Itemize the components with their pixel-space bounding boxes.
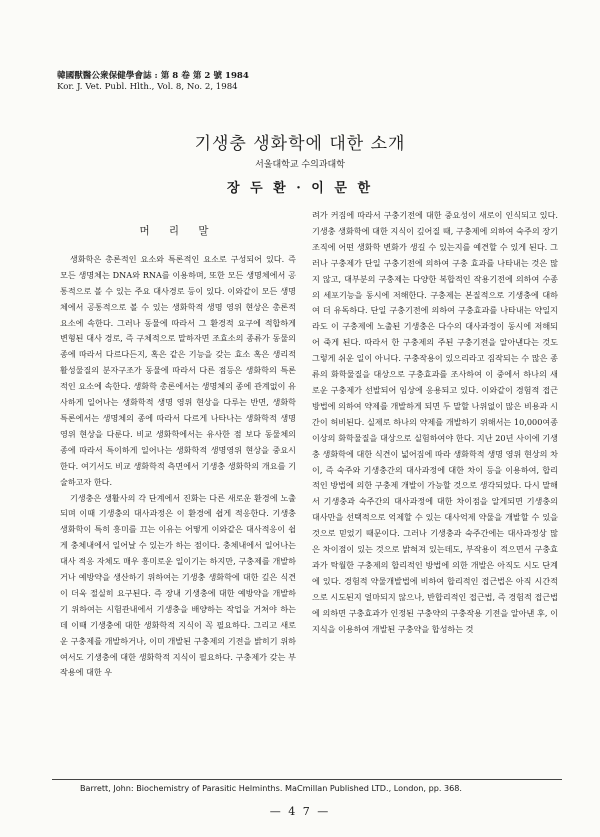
section-heading: 머 리 말: [139, 225, 217, 237]
footnote-divider: [52, 779, 562, 780]
journal-name-line: 韓國獸醫公衆保健學會誌 : 第 8 卷 第 2 號 1984: [57, 71, 249, 81]
right-column: [312, 208, 558, 637]
footnote: Barrett, John: Biochemistry of Parasitic Helminths. MaCmillan Published LTD., London, pp. 368.: [80, 783, 463, 793]
left-column: [60, 208, 296, 681]
right-paragraph-1: 려가 커짐에 따라서 구충기전에 대한 중요성이 새로이 인식되고 있다. 기생충 생화학에 대한 지식이 깊어질 때, 구충제에 의하여 숙주의 장기 조직에 어떤 생화학 변화가 생길 수 있는지를 예견할 수 있게 된다. 그러나 구충제가 단일 구충기전에 의하여 구충 효과를 나타내는 것은 많지 않고, 대부분의 구충제는 다양한 복합적인 작용기전에 의하여 수종의 세포기능을 동시에 저해한다. 구충제는 본질적으로 기생충에 대하여 더 유독하다. 단일 구충기전에 의하여 구충효과를 나타내는 약일지라도 이 구충제에 노출된 기생충은 다수의 대사과정이 동시에 저해되어 죽게 된다. 따라서 한 구충제의 주된 구충기전을 알아낸다는 것도 그렇게 쉬운 일이 아니다. 구충작용이 있으리라고 짐작되는 수 많은 종류의 화학물질을 대상으로 구충효과를 조사하여 이 중에서 하나의 새로운 구충제가 선발되어 임상에 응용되고 있다. 이와같이 경험적 접근 방법에 의하여 약제를 개발하게 되면 두 말할 나위없이 많은 비용과 시간이 허비된다. 실제로 하나의 약제를 개발하기 위해서는 10,000여종 이상의 화학물질을 대상으로 실험하여야 한다. 지난 20년 사이에 기생충 생화학에 대한 식견이 넓어짐에 따라 생화학적 생명 영위 현상의 차이, 즉 숙주와 기생충간의 대사과정에 대한 차이 등을 이용하여, 합리적인 방법에 의한 구충제 개발이 가능할 것으로 생각되었다. 다시 말해서 기생충과 숙주간의 대사과정에 대한 차이점을 알게되면 기생충의 대사만을 선택적으로 억제할 수 있는 대사억제 약물을 개발할 수 있을 것으로 믿었기 때문이다. 그러나 기생충과 숙주간에는 대사과정상 많은 차이점이 있는 것으로 밝혀져 있는데도, 부작용이 적으면서 구충효과가 탁월한 구충제의 합리적인 방법에 의한 개발은 아직도 시도 단계에 있다. 경험적 약물개발법에 비하여 합리적인 접근법은 아직 시간적으로 시도된지 얼마되지 않으나, 반합리적인 접근법, 즉 경험적 접근법에 의하면 구충효과가 인정된 구충약의 구충작용 기전을 알아낸 후, 이 지식을 이용하여 개발된 구충약을 합성하는 것: [312, 210, 558, 634]
author-affiliation: 서울대학교 수의과대학: [255, 160, 345, 170]
page-number: — 4 7 —: [269, 805, 331, 818]
left-paragraph-1: 생화학은 총론적인 요소와 특론적인 요소로 구성되어 있다. 즉 모든 생명체는 DNA와 RNA를 이용하며, 또한 모든 생명체에서 공통적으로 볼 수 있는 주요 대사경로 등이 있다. 이와같이 모든 생명체에서 공통적으로 볼 수 있는 생화학적 생명 영위 현상은 총론적 요소에 속한다. 그러나 동물에 따라서 그 환경적 요구에 적합하게 변형된 대사 경로, 즉 구체적으로 말하자면 조효소의 종류가 동물의 종에 따라서 다르다든지, 혹은 같은 기능을 갖는 효소 혹은 생리적 활성물질의 분자구조가 동물에 따라서 다른 점등은 생화학의 특론적인 요소에 속한다. 생화학 총론에서는 생명체의 종에 관계없이 유사하게 일어나는 생화학적 생명 영위 현상을 다루는 반면, 생화학 특론에서는 생명체의 종에 따라서 다르게 나타나는 생화학적 생명 영위 현상을 다룬다. 비교 생화학에서는 유사한 점 보다 동물체의 종에 따라서 특이하게 일어나는 생화학적 생명영위 현상을 중요시 한다. 여기서도 비교 생화학적 측면에서 기생충 생화학의 개요를 기술하고자 한다.: [60, 253, 296, 487]
left-paragraph-2: 기생충은 생활사의 각 단계에서 진화는 다른 새로운 환경에 노출되며 이때 기생충의 대사과정은 이 환경에 쉽게 적응한다. 기생충 생화학이 특히 흥미를 끄는 이유는 어떻게 이와같은 대사적응이 쉽게 충체내에서 일어날 수 있는가 하는 점이다. 충체내에서 일어나는 대사 적응 자체도 매우 흥미로운 일이기는 하지만, 구충제를 개발하거나 예방약을 생산하기 위하여는 기생충 생화학에 대한 깊은 식견이 더욱 절실히 요구된다. 즉 장내 기생충에 대한 예방약을 개발하기 위하여는 시험관내에서 기생충을 배양하는 작업을 거쳐야 하는데 이때 기생충에 대한 생화학적 지식이 꼭 필요하다. 그리고 새로운 구충제를 개발하거나, 이미 개발된 구충제의 기전을 밝히기 위하여서도 기생충에 대한 생화학적 지식이 필요하다. 구충제가 갖는 부작용에 대한 우: [60, 492, 296, 678]
article-title: 기생충 생화학에 대한 소개: [194, 134, 406, 154]
journal-header: [57, 71, 357, 93]
author-names: 장 두 환 · 이 문 한: [226, 181, 374, 196]
journal-citation-line: Kor. J. Vet. Publ. Hlth., Vol. 8, No. 2, 1984: [57, 82, 238, 92]
